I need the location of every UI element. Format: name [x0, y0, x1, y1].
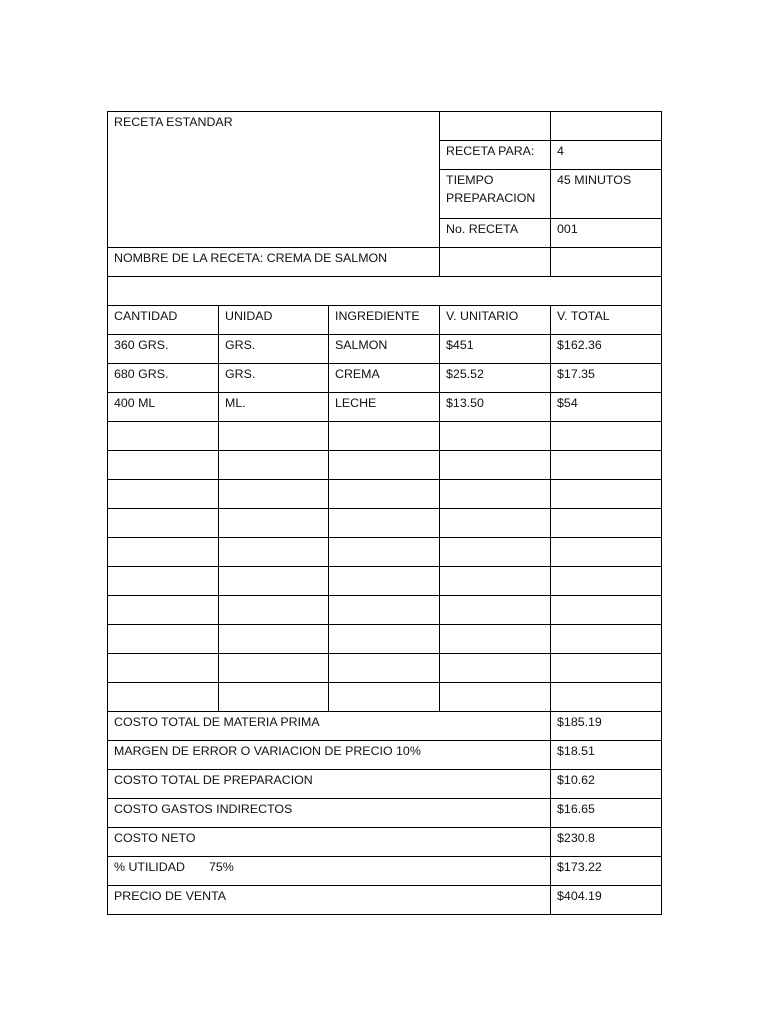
header-empty-cell — [440, 112, 551, 141]
empty-cell — [329, 480, 440, 509]
empty-cell — [219, 596, 329, 625]
unidad-cell: GRS. — [219, 364, 329, 393]
empty-cell — [440, 248, 551, 277]
numero-receta-label: No. RECETA — [440, 219, 551, 248]
summary-value: $185.19 — [551, 712, 662, 741]
empty-cell — [551, 538, 662, 567]
summary-value: $18.51 — [551, 741, 662, 770]
recipe-table — [107, 111, 662, 915]
empty-cell — [551, 625, 662, 654]
empty-cell — [329, 422, 440, 451]
empty-cell — [440, 625, 551, 654]
empty-cell — [108, 596, 219, 625]
column-header-v-total: V. TOTAL — [551, 306, 662, 335]
empty-cell — [440, 538, 551, 567]
empty-cell — [551, 509, 662, 538]
v-unitario-cell: $13.50 — [440, 393, 551, 422]
empty-cell — [219, 480, 329, 509]
empty-cell — [329, 567, 440, 596]
empty-cell — [551, 422, 662, 451]
empty-cell — [440, 509, 551, 538]
empty-cell — [108, 567, 219, 596]
header-row-1 — [108, 112, 662, 141]
empty-cell — [329, 596, 440, 625]
empty-cell — [440, 422, 551, 451]
receta-para-label: RECETA PARA: — [440, 141, 551, 170]
ingrediente-cell: LECHE — [329, 393, 440, 422]
empty-cell — [440, 480, 551, 509]
summary-label: % UTILIDAD 75% — [108, 857, 551, 886]
table-row — [108, 335, 662, 364]
empty-cell — [551, 654, 662, 683]
empty-cell — [329, 509, 440, 538]
column-header-cantidad: CANTIDAD — [108, 306, 219, 335]
empty-cell — [219, 509, 329, 538]
numero-receta-value: 001 — [551, 219, 662, 248]
empty-cell — [219, 654, 329, 683]
empty-cell — [219, 567, 329, 596]
empty-cell — [551, 451, 662, 480]
column-header-v-unitario: V. UNITARIO — [440, 306, 551, 335]
summary-value: $16.65 — [551, 799, 662, 828]
empty-cell — [108, 625, 219, 654]
empty-table-row — [108, 625, 662, 654]
summary-label: COSTO NETO — [108, 828, 551, 857]
empty-cell — [329, 538, 440, 567]
summary-row — [108, 828, 662, 857]
empty-cell — [219, 422, 329, 451]
summary-row — [108, 886, 662, 915]
empty-cell — [108, 538, 219, 567]
empty-table-row — [108, 654, 662, 683]
spacer-row — [108, 277, 662, 306]
empty-cell — [551, 596, 662, 625]
tiempo-label: TIEMPO PREPARACION — [440, 170, 551, 219]
ingrediente-cell: CREMA — [329, 364, 440, 393]
empty-cell — [551, 567, 662, 596]
empty-table-row — [108, 509, 662, 538]
empty-cell — [329, 451, 440, 480]
empty-cell — [440, 683, 551, 712]
empty-table-row — [108, 683, 662, 712]
summary-value: $404.19 — [551, 886, 662, 915]
empty-cell — [219, 538, 329, 567]
v-unitario-cell: $25.52 — [440, 364, 551, 393]
header-empty-cell — [551, 112, 662, 141]
empty-cell — [440, 596, 551, 625]
summary-label: PRECIO DE VENTA — [108, 886, 551, 915]
summary-label: COSTO GASTOS INDIRECTOS — [108, 799, 551, 828]
receta-para-value: 4 — [551, 141, 662, 170]
empty-table-row — [108, 451, 662, 480]
empty-cell — [108, 451, 219, 480]
ingrediente-cell: SALMON — [329, 335, 440, 364]
empty-cell — [108, 277, 662, 306]
unidad-cell: ML. — [219, 393, 329, 422]
summary-label: COSTO TOTAL DE MATERIA PRIMA — [108, 712, 551, 741]
v-total-cell: $54 — [551, 393, 662, 422]
summary-row — [108, 799, 662, 828]
column-header-ingrediente: INGREDIENTE — [329, 306, 440, 335]
empty-cell — [440, 567, 551, 596]
cantidad-cell: 680 GRS. — [108, 364, 219, 393]
ingredients-header-row — [108, 306, 662, 335]
empty-cell — [219, 683, 329, 712]
empty-cell — [108, 509, 219, 538]
summary-value: $230.8 — [551, 828, 662, 857]
v-unitario-cell: $451 — [440, 335, 551, 364]
empty-table-row — [108, 538, 662, 567]
summary-row — [108, 857, 662, 886]
empty-cell — [108, 480, 219, 509]
empty-cell — [329, 625, 440, 654]
summary-row — [108, 741, 662, 770]
summary-value: $10.62 — [551, 770, 662, 799]
empty-table-row — [108, 480, 662, 509]
recipe-name: NOMBRE DE LA RECETA: CREMA DE SALMON — [108, 248, 440, 277]
empty-cell — [329, 654, 440, 683]
recipe-name-row — [108, 248, 662, 277]
empty-cell — [551, 480, 662, 509]
empty-cell — [108, 683, 219, 712]
empty-table-row — [108, 567, 662, 596]
column-header-unidad: UNIDAD — [219, 306, 329, 335]
table-row — [108, 393, 662, 422]
summary-row — [108, 770, 662, 799]
summary-label: COSTO TOTAL DE PREPARACION — [108, 770, 551, 799]
v-total-cell: $17.35 — [551, 364, 662, 393]
recipe-title: RECETA ESTANDAR — [108, 112, 440, 248]
v-total-cell: $162.36 — [551, 335, 662, 364]
empty-cell — [551, 248, 662, 277]
empty-cell — [108, 654, 219, 683]
cantidad-cell: 400 ML — [108, 393, 219, 422]
empty-cell — [440, 451, 551, 480]
empty-cell — [108, 422, 219, 451]
empty-table-row — [108, 596, 662, 625]
empty-cell — [219, 625, 329, 654]
tiempo-value: 45 MINUTOS — [551, 170, 662, 219]
empty-cell — [329, 683, 440, 712]
summary-value: $173.22 — [551, 857, 662, 886]
empty-table-row — [108, 422, 662, 451]
table-row — [108, 364, 662, 393]
empty-cell — [219, 451, 329, 480]
unidad-cell: GRS. — [219, 335, 329, 364]
summary-row — [108, 712, 662, 741]
cantidad-cell: 360 GRS. — [108, 335, 219, 364]
summary-label: MARGEN DE ERROR O VARIACION DE PRECIO 10% — [108, 741, 551, 770]
empty-cell — [551, 683, 662, 712]
empty-cell — [440, 654, 551, 683]
